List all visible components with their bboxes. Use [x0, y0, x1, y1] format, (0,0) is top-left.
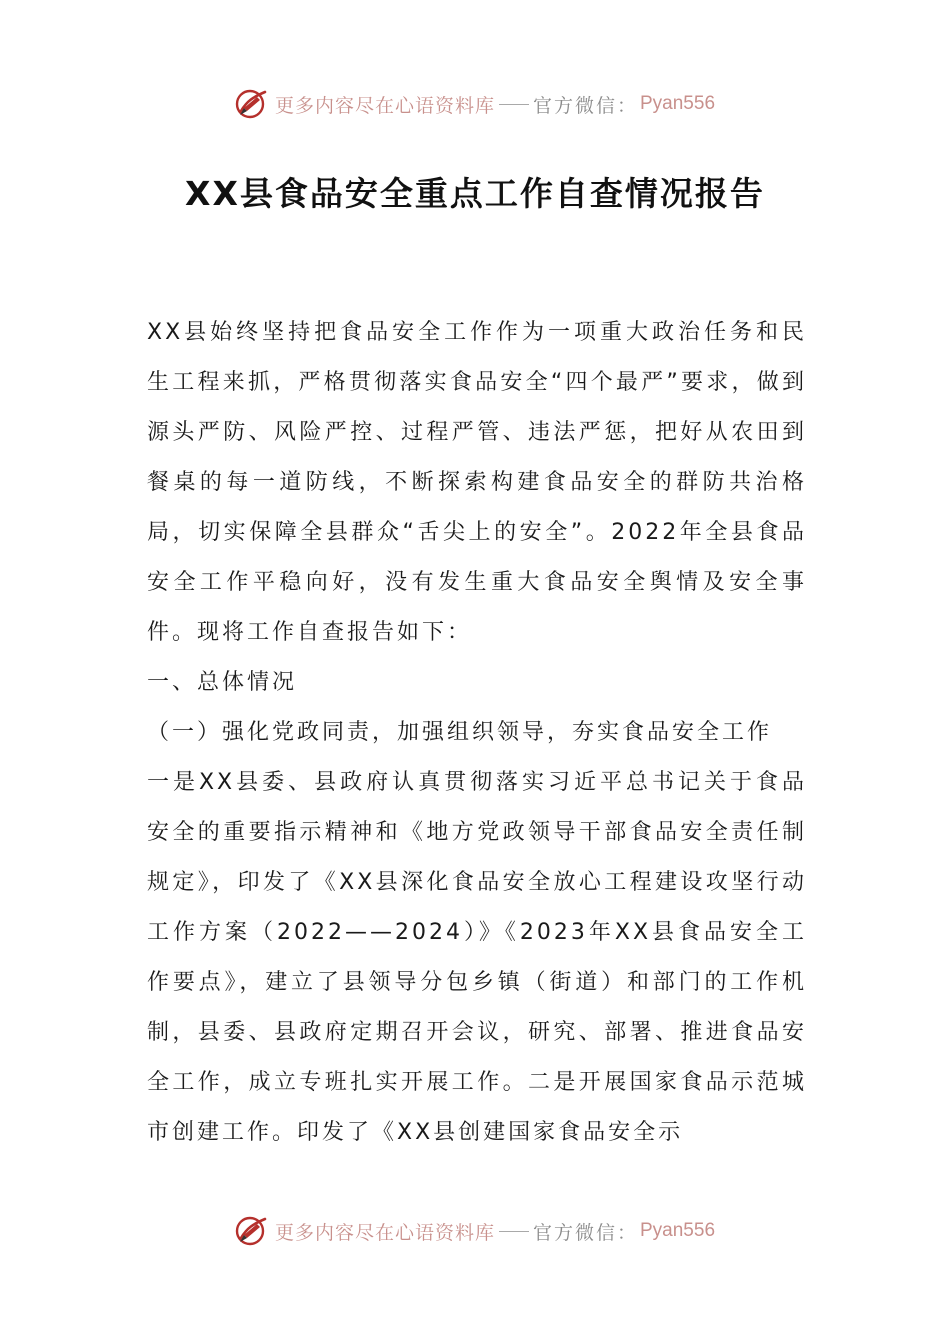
subsection-heading: （一）强化党政同责，加强组织领导，夯实食品安全工作 — [147, 720, 773, 745]
pen-logo-icon — [235, 1214, 269, 1248]
banner-wechat-id: Pyan556 — [640, 1220, 716, 1241]
header-banner — [0, 84, 950, 124]
banner-dash — [499, 104, 529, 105]
banner-dash — [499, 1231, 529, 1232]
banner-main-text: 更多内容尽在心语资料库 — [274, 1221, 495, 1244]
banner-main-text: 更多内容尽在心语资料库 — [274, 94, 495, 117]
paragraph-body: 一是XX县委、县政府认真贯彻落实习近平总书记关于食品安全的重要指示精神和《地方党政领导干部食品安全责任制规定》，印发了《XX县深化食品安全放心工程建设攻坚行动工作方案（2022——2024）》《2023年XX县食品安全工作要点》，建立了县领导分包乡镇（街道）和部门的工作机制，县委、县政府定期召开会议，研究、部署、推进食品安全工作，成立专班扎实开展工作。二是开展国家食品示范城市创建工作。印发了《XX县创建国家食品安全示 — [147, 770, 807, 1145]
banner-wechat-id: Pyan556 — [640, 93, 716, 114]
banner-sub-text: 官方微信： — [532, 1221, 638, 1244]
footer-banner — [0, 1211, 950, 1251]
document-title: XX县食品安全重点工作自查情况报告 — [185, 174, 765, 213]
document-body — [147, 308, 807, 1158]
banner-sub-text: 官方微信： — [532, 94, 638, 117]
section-heading: 一、总体情况 — [147, 670, 298, 695]
paragraph-intro: XX县始终坚持把食品安全工作作为一项重大政治任务和民生工程来抓，严格贯彻落实食品安全“四个最严”要求，做到源头严防、风险严控、过程严管、违法严惩，把好从农田到餐桌的每一道防线，不断探索构建食品安全的群防共治格局，切实保障全县群众“舌尖上的安全”。2022年全县食品安全工作平稳向好，没有发生重大食品安全舆情及安全事件。现将工作自查报告如下： — [147, 320, 807, 645]
pen-logo-icon — [235, 87, 269, 121]
